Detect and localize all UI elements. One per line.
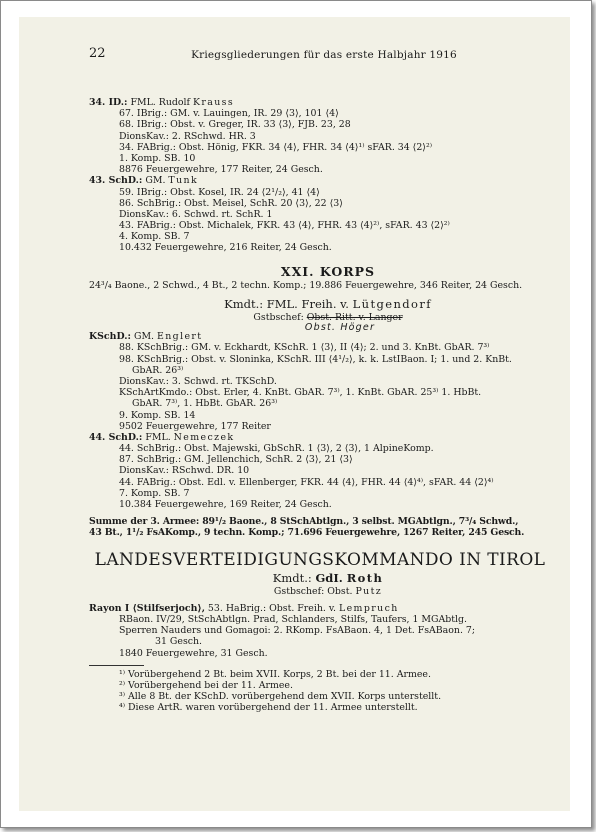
tirol-chief-of-staff: Gstbschef: Obst. Putz [273, 585, 383, 597]
list-item: 88. KSchBrig.: GM. v. Eckhardt, KSchR. 1 ⟨3⟩, II ⟨4⟩; 2. und 3. KnBt. GbAR. 7³⁾ [119, 342, 490, 354]
list-item: DionsKav.: 2. RSchwd. HR. 3 [119, 130, 256, 142]
army-total-line-1: Summe der 3. Armee: 89¹/₂ Baone., 8 StSchAbtlgn., 3 selbst. MGAbtlgn., 7³/₄ Schwd., [89, 516, 519, 528]
korps-title: XXI. KORPS [280, 263, 376, 279]
list-item: 7. Komp. SB. 7 [119, 487, 190, 499]
list-item: GbAR. 7³⁾, 1. HbBt. GbAR. 26³⁾ [132, 398, 278, 410]
page-number: 22 [89, 46, 106, 61]
list-item: 44. SchBrig.: Obst. Majewski, GbSchR. 1 ⟨3⟩, 2 ⟨3⟩, 1 AlpineKomp. [119, 443, 434, 455]
tirol-title: LANDESVERTEIDIGUNGSKOMMANDO IN TIROL [94, 549, 546, 570]
list-item: 1. Komp. SB. 10 [119, 152, 196, 164]
page-body [89, 97, 567, 713]
list-item: 9502 Feuergewehre, 177 Reiter [119, 420, 271, 432]
division-heading-kschd: KSchD.: GM. Englert [89, 331, 203, 343]
army-total-line-2: 43 Bt., 1¹/₂ FsAKomp., 9 techn. Komp.; 71.696 Feuergewehre, 1267 Reiter, 245 Gesch. [89, 527, 525, 539]
korps-chief-of-staff: Gstbschef: Obst. Ritt. v. Langer [253, 311, 403, 323]
footnote: ²⁾ Vorübergehend bei der 11. Armee. [119, 679, 293, 691]
rayon-heading: Rayon I ⟨Stilfserjoch⟩, 53. HaBrig.: Obst. Freih. v. Lempruch [89, 602, 399, 614]
list-item: 67. IBrig.: GM. v. Lauingen, IR. 29 ⟨3⟩, 101 ⟨4⟩ [119, 108, 339, 120]
list-item: Sperren Nauders und Gomagoi: 2. RKomp. FsABaon. 4, 1 Det. FsABaon. 7; [119, 625, 476, 637]
list-item: 34. FABrig.: Obst. Hönig, FKR. 34 ⟨4⟩, FHR. 34 ⟨4⟩¹⁾ sFAR. 34 ⟨2⟩²⁾ [119, 141, 433, 153]
tirol-commander: Kmdt.: GdI. Roth [272, 570, 384, 585]
running-head: Kriegsgliederungen für das erste Halbjahr 1916 [191, 49, 457, 61]
korps-summary: 24³/₄ Baone., 2 Schwd., 4 Bt., 2 techn. Komp.; 19.886 Feuergewehre, 346 Reiter, 24 Gesch. [89, 279, 523, 291]
division-heading-44: 44. SchD.: FML. Nemeczek [89, 431, 235, 443]
list-item: KSchArtKmdo.: Obst. Erler, 4. KnBt. GbAR. 7³⁾, 1. KnBt. GbAR. 25³⁾ 1. HbBt. [119, 387, 482, 399]
footnote-rule [89, 665, 144, 666]
list-item: 98. KSchBrig.: Obst. v. Sloninka, KSchR. III ⟨4¹/₂⟩, k. k. LstIBaon. I; 1. und 2. KnBt. [119, 353, 512, 365]
list-item: 68. IBrig.: Obst. v. Greger, IR. 33 ⟨3⟩, FJB. 23, 28 [119, 119, 351, 131]
list-item: 43. FABrig.: Obst. Michalek, FKR. 43 ⟨4⟩, FHR. 43 ⟨4⟩²⁾, sFAR. 43 ⟨2⟩²⁾ [119, 220, 450, 232]
list-item: 8876 Feuergewehre, 177 Reiter, 24 Gesch. [119, 164, 323, 176]
scanned-page [19, 17, 570, 811]
division-heading-34: 34. ID.: FML. Rudolf Krauss [89, 97, 235, 108]
korps-commander: Kmdt.: FML. Freih. v. Lütgendorf [224, 296, 432, 311]
list-item: RBaon. IV/29, StSchAbtlgn. Prad, Schlanders, Stilfs, Taufers, 1 MGAbtlg. [119, 613, 468, 625]
struck-name: Obst. Ritt. v. Langer [306, 311, 403, 323]
list-item: 4. Komp. SB. 7 [119, 231, 190, 243]
list-item: 87. SchBrig.: GM. Jellenchich, SchR. 2 ⟨3⟩, 21 ⟨3⟩ [119, 454, 353, 466]
list-item: DionsKav.: 6. Schwd. rt. SchR. 1 [119, 208, 273, 220]
list-item: 59. IBrig.: Obst. Kosel, IR. 24 ⟨2¹/₂⟩, 41 ⟨4⟩ [119, 186, 320, 198]
handwritten-correction: Obst. Höger [304, 322, 376, 333]
footnote: ¹⁾ Vorübergehend 2 Bt. beim XVII. Korps, 2 Bt. bei der 11. Armee. [119, 668, 431, 680]
footnote: ³⁾ Alle 8 Bt. der KSchD. vorübergehend dem XVII. Korps unterstellt. [119, 691, 442, 703]
list-item: 44. FABrig.: Obst. Edl. v. Ellenberger, FKR. 44 ⟨4⟩, FHR. 44 ⟨4⟩⁴⁾, sFAR. 44 ⟨2⟩⁴⁾ [119, 476, 494, 488]
list-item: 86. SchBrig.: Obst. Meisel, SchR. 20 ⟨3⟩, 22 ⟨3⟩ [119, 197, 343, 209]
page-header [89, 48, 559, 61]
division-heading-43: 43. SchD.: GM. Tunk [89, 175, 199, 187]
list-item: 9. Komp. SB. 14 [119, 409, 196, 421]
list-item: 31 Gesch. [155, 636, 203, 648]
list-item: DionsKav.: 3. Schwd. rt. TKSchD. [119, 375, 277, 387]
list-item: GbAR. 26³⁾ [132, 364, 184, 376]
list-item: DionsKav.: RSchwd. DR. 10 [119, 465, 250, 477]
list-item: 10.384 Feuergewehre, 169 Reiter, 24 Gesch. [119, 499, 332, 510]
list-item: 1840 Feuergewehre, 31 Gesch. [119, 647, 268, 659]
footnote: ⁴⁾ Diese ArtR. waren vorübergehend der 11. Armee unterstellt. [119, 702, 418, 714]
list-item: 10.432 Feuergewehre, 216 Reiter, 24 Gesch. [119, 242, 332, 254]
